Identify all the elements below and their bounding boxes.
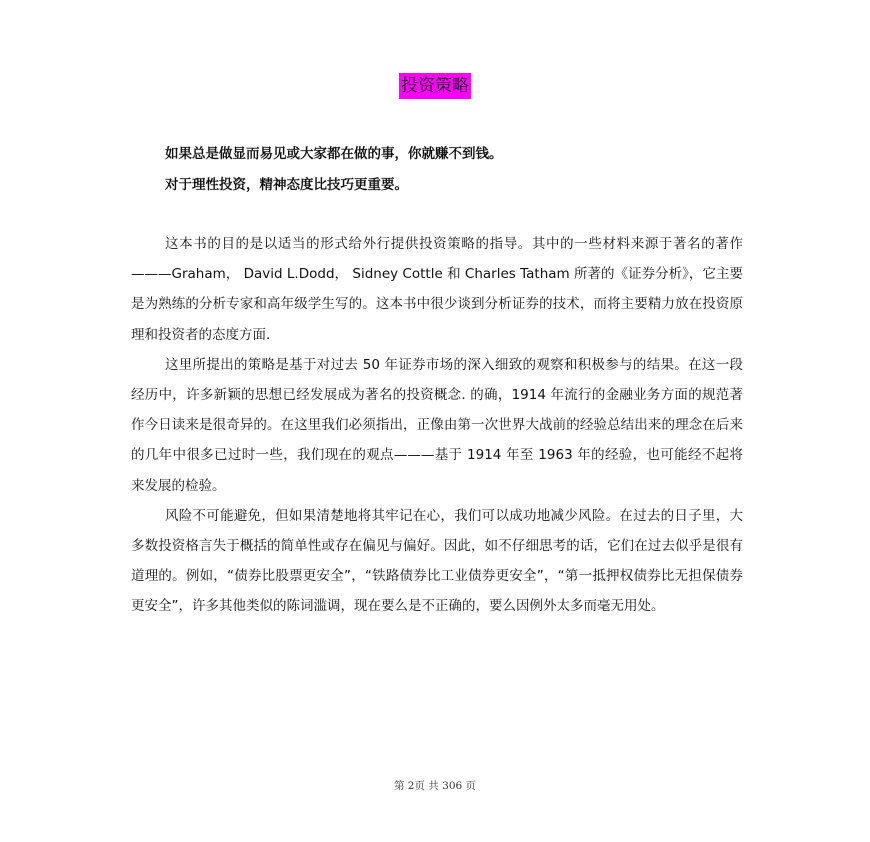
epigraph-quote: 如果总是做显而易见或大家都在做的事，你就赚不到钱。 (165, 146, 503, 162)
paragraph: 这本书的目的是以适当的形式给外行提供投资策略的指导。其中的一些材料来源于著名的著作———Graham， David L.Dodd， Sidney Cottle 和 Charles Tatham 所著的《证券分析》，它主要是为熟练的分析专家和高年级学生写的。这本书中很少谈到分析证券的技术，而将主要精力放在投资原理和投资者的态度方面. (131, 236, 743, 343)
epigraph-block (165, 139, 503, 201)
paragraph: 风险不可能避免，但如果清楚地将其牢记在心，我们可以成功地减少风险。在过去的日子里，大多数投资格言失于概括的简单性或存在偏见与偏好。因此，如不仔细思考的话，它们在过去似乎是很有道理的。例如，“债券比股票更安全”，“铁路债券比工业债券更安全”，“第一抵押权债券比无担保债券更安全”，许多其他类似的陈词滥调，现在要么是不正确的，要么因例外太多而毫无用处。 (131, 507, 743, 615)
page-footer: 第 2页 共 306 页 (393, 780, 477, 792)
title-container (0, 73, 870, 99)
epigraph-quote: 对于理性投资，精神态度比技巧更重要。 (165, 177, 408, 193)
page-title: 投资策略 (399, 73, 471, 99)
body-text (131, 229, 743, 622)
paragraph: 这里所提出的策略是基于对过去 50 年证券市场的深入细致的观察和积极参与的结果。在这一段经历中，许多新颖的思想已经发展成为著名的投资概念. 的确，1914 年流行的金融业务方面的规范著作今日读来是很奇异的。在这里我们必须指出，正像由第一次世界大战前的经验总结出来的理念在后来的几年中很多已过时一些，我们现在的观点———基于 1914 年至 1963 年的经验，也可能经不起将来发展的检验。 (131, 356, 743, 494)
